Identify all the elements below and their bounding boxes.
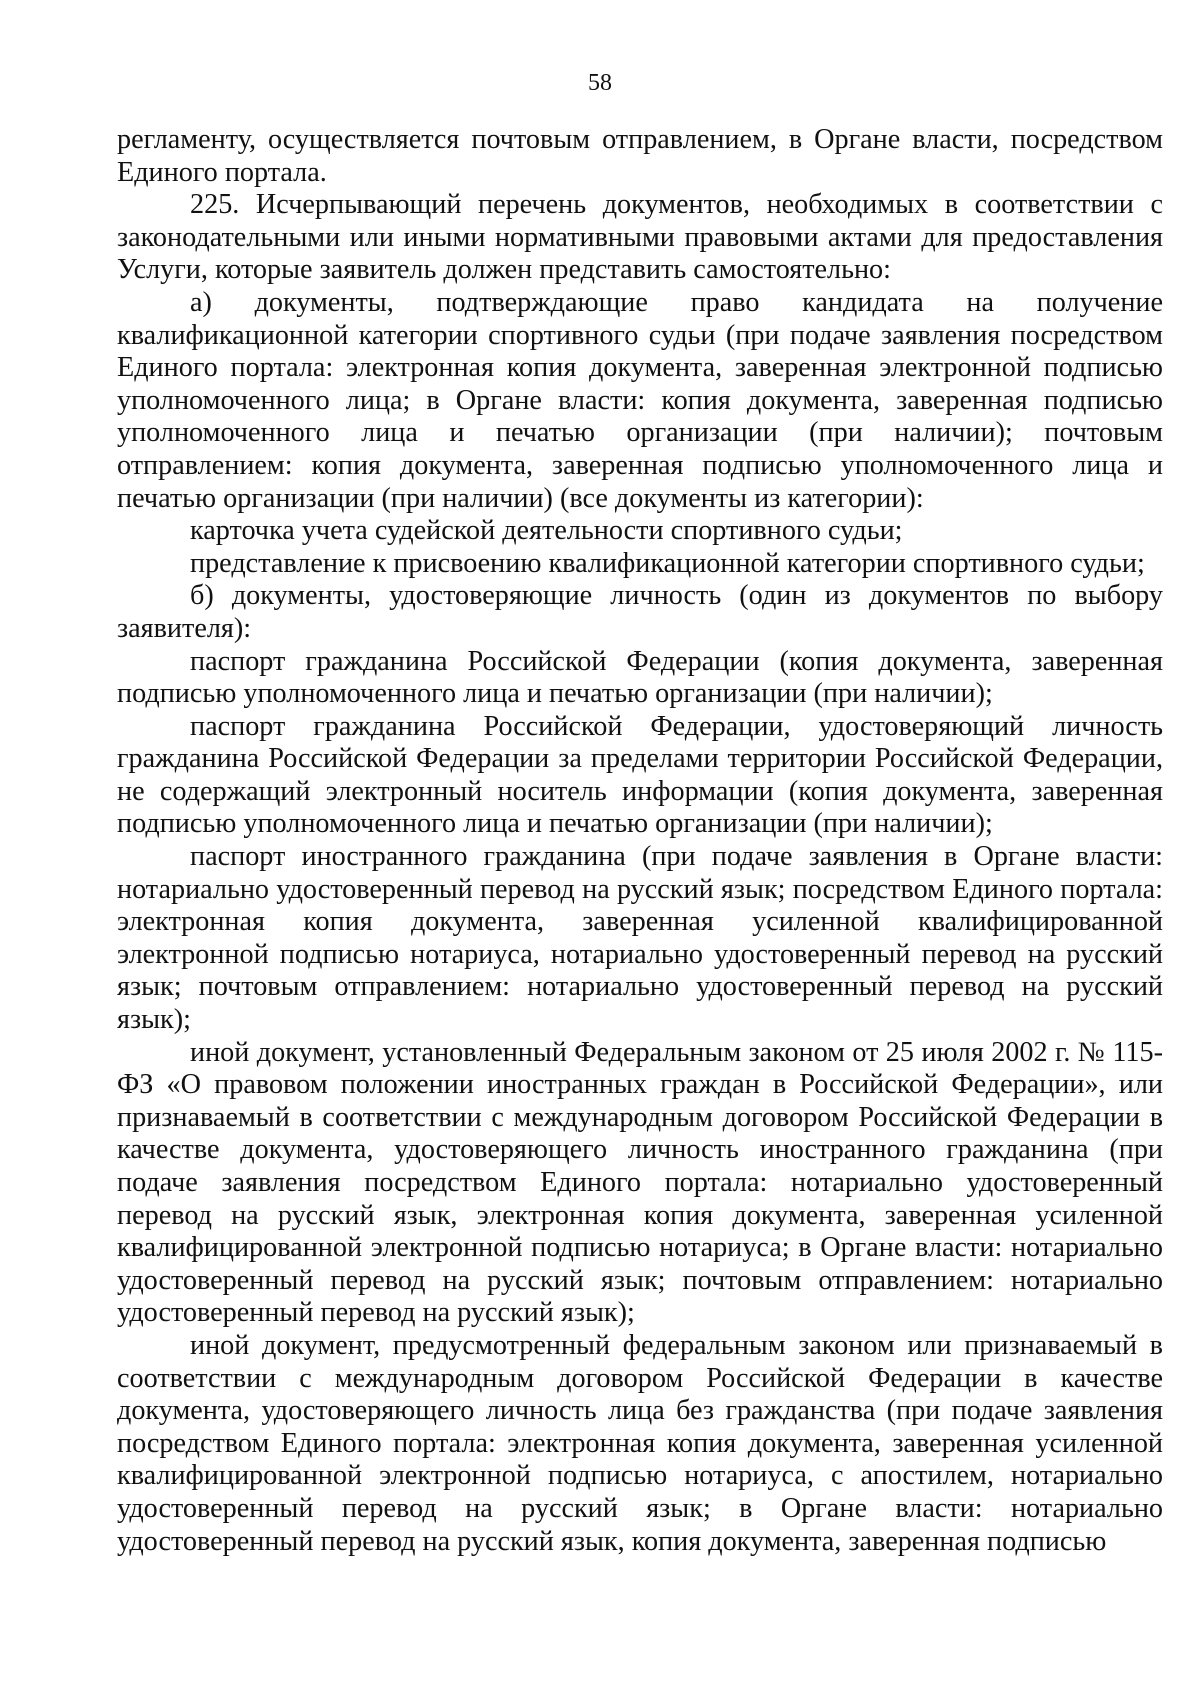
paragraph: паспорт иностранного гражданина (при подаче заявления в Органе власти: нотариально удостоверенный перевод на русский язык; посредством Единого портала: электронная копия документа, заверенная усиленной квалифицированной электронной подписью нотариуса, нотариально удостоверенный перевод на русский язык; почтовым отправлением: нотариально удостоверенный перевод на русский язык); — [117, 841, 1163, 1036]
paragraph: карточка учета судейской деятельности спортивного судьи; — [190, 515, 903, 547]
paragraph: иной документ, предусмотренный федеральным законом или признаваемый в соответствии с международным договором Российской Федерации в качестве документа, удостоверяющего личность лица без гражданства (при подаче заявления посредством Единого портала: электронная копия документа, заверенная усиленной квалифицированной электронной подписью нотариуса, с апостилем, нотариально удостоверенный перевод на русский язык; в Органе власти: нотариально удостоверенный перевод на русский язык, копия документа, заверенная подписью — [117, 1329, 1163, 1557]
paragraph: иной документ, установленный Федеральным законом от 25 июля 2002 г. № 115-ФЗ «О правовом положении иностранных граждан в Российской Федерации», или признаваемый в соответствии с международным договором Российской Федерации в качестве документа, удостоверяющего личность иностранного гражданина (при подаче заявления посредством Единого портала: нотариально удостоверенный перевод на русский язык, электронная копия документа, заверенная усиленной квалифицированной электронной подписью нотариуса; в Органе власти: нотариально удостоверенный перевод на русский язык; почтовым отправлением: нотариально удостоверенный перевод на русский язык); — [117, 1036, 1163, 1329]
paragraph: б) документы, удостоверяющие личность (один из документов по выбору заявителя): — [117, 580, 1163, 644]
paragraph: 225. Исчерпывающий перечень документов, необходимых в соответствии с законодательными или иными нормативными правовыми актами для предоставления Услуги, которые заявитель должен представить самостоятельно: — [117, 189, 1163, 286]
paragraph: регламенту, осуществляется почтовым отправлением, в Органе власти, посредством Единого портала. — [117, 124, 1163, 188]
document-body — [117, 124, 1163, 1558]
paragraph: паспорт гражданина Российской Федерации (копия документа, заверенная подписью уполномоченного лица и печатью организации (при наличии); — [117, 645, 1163, 710]
paragraph: паспорт гражданина Российской Федерации, удостоверяющий личность гражданина Российской Федерации за пределами территории Российской Федерации, не содержащий электронный носитель информации (копия документа, заверенная подписью уполномоченного лица и печатью организации (при наличии); — [117, 710, 1163, 840]
paragraph: представление к присвоению квалификационной категории спортивного судьи; — [190, 547, 1145, 579]
page-number: 58 — [588, 70, 612, 96]
paragraph: а) документы, подтверждающие право кандидата на получение квалификационной категории спортивного судьи (при подаче заявления посредством Единого портала: электронная копия документа, заверенная электронной подписью уполномоченного лица; в Органе власти: копия документа, заверенная подписью уполномоченного лица и печатью организации (при наличии); почтовым отправлением: копия документа, заверенная подписью уполномоченного лица и печатью организации (при наличии) (все документы из категории): — [117, 286, 1163, 514]
